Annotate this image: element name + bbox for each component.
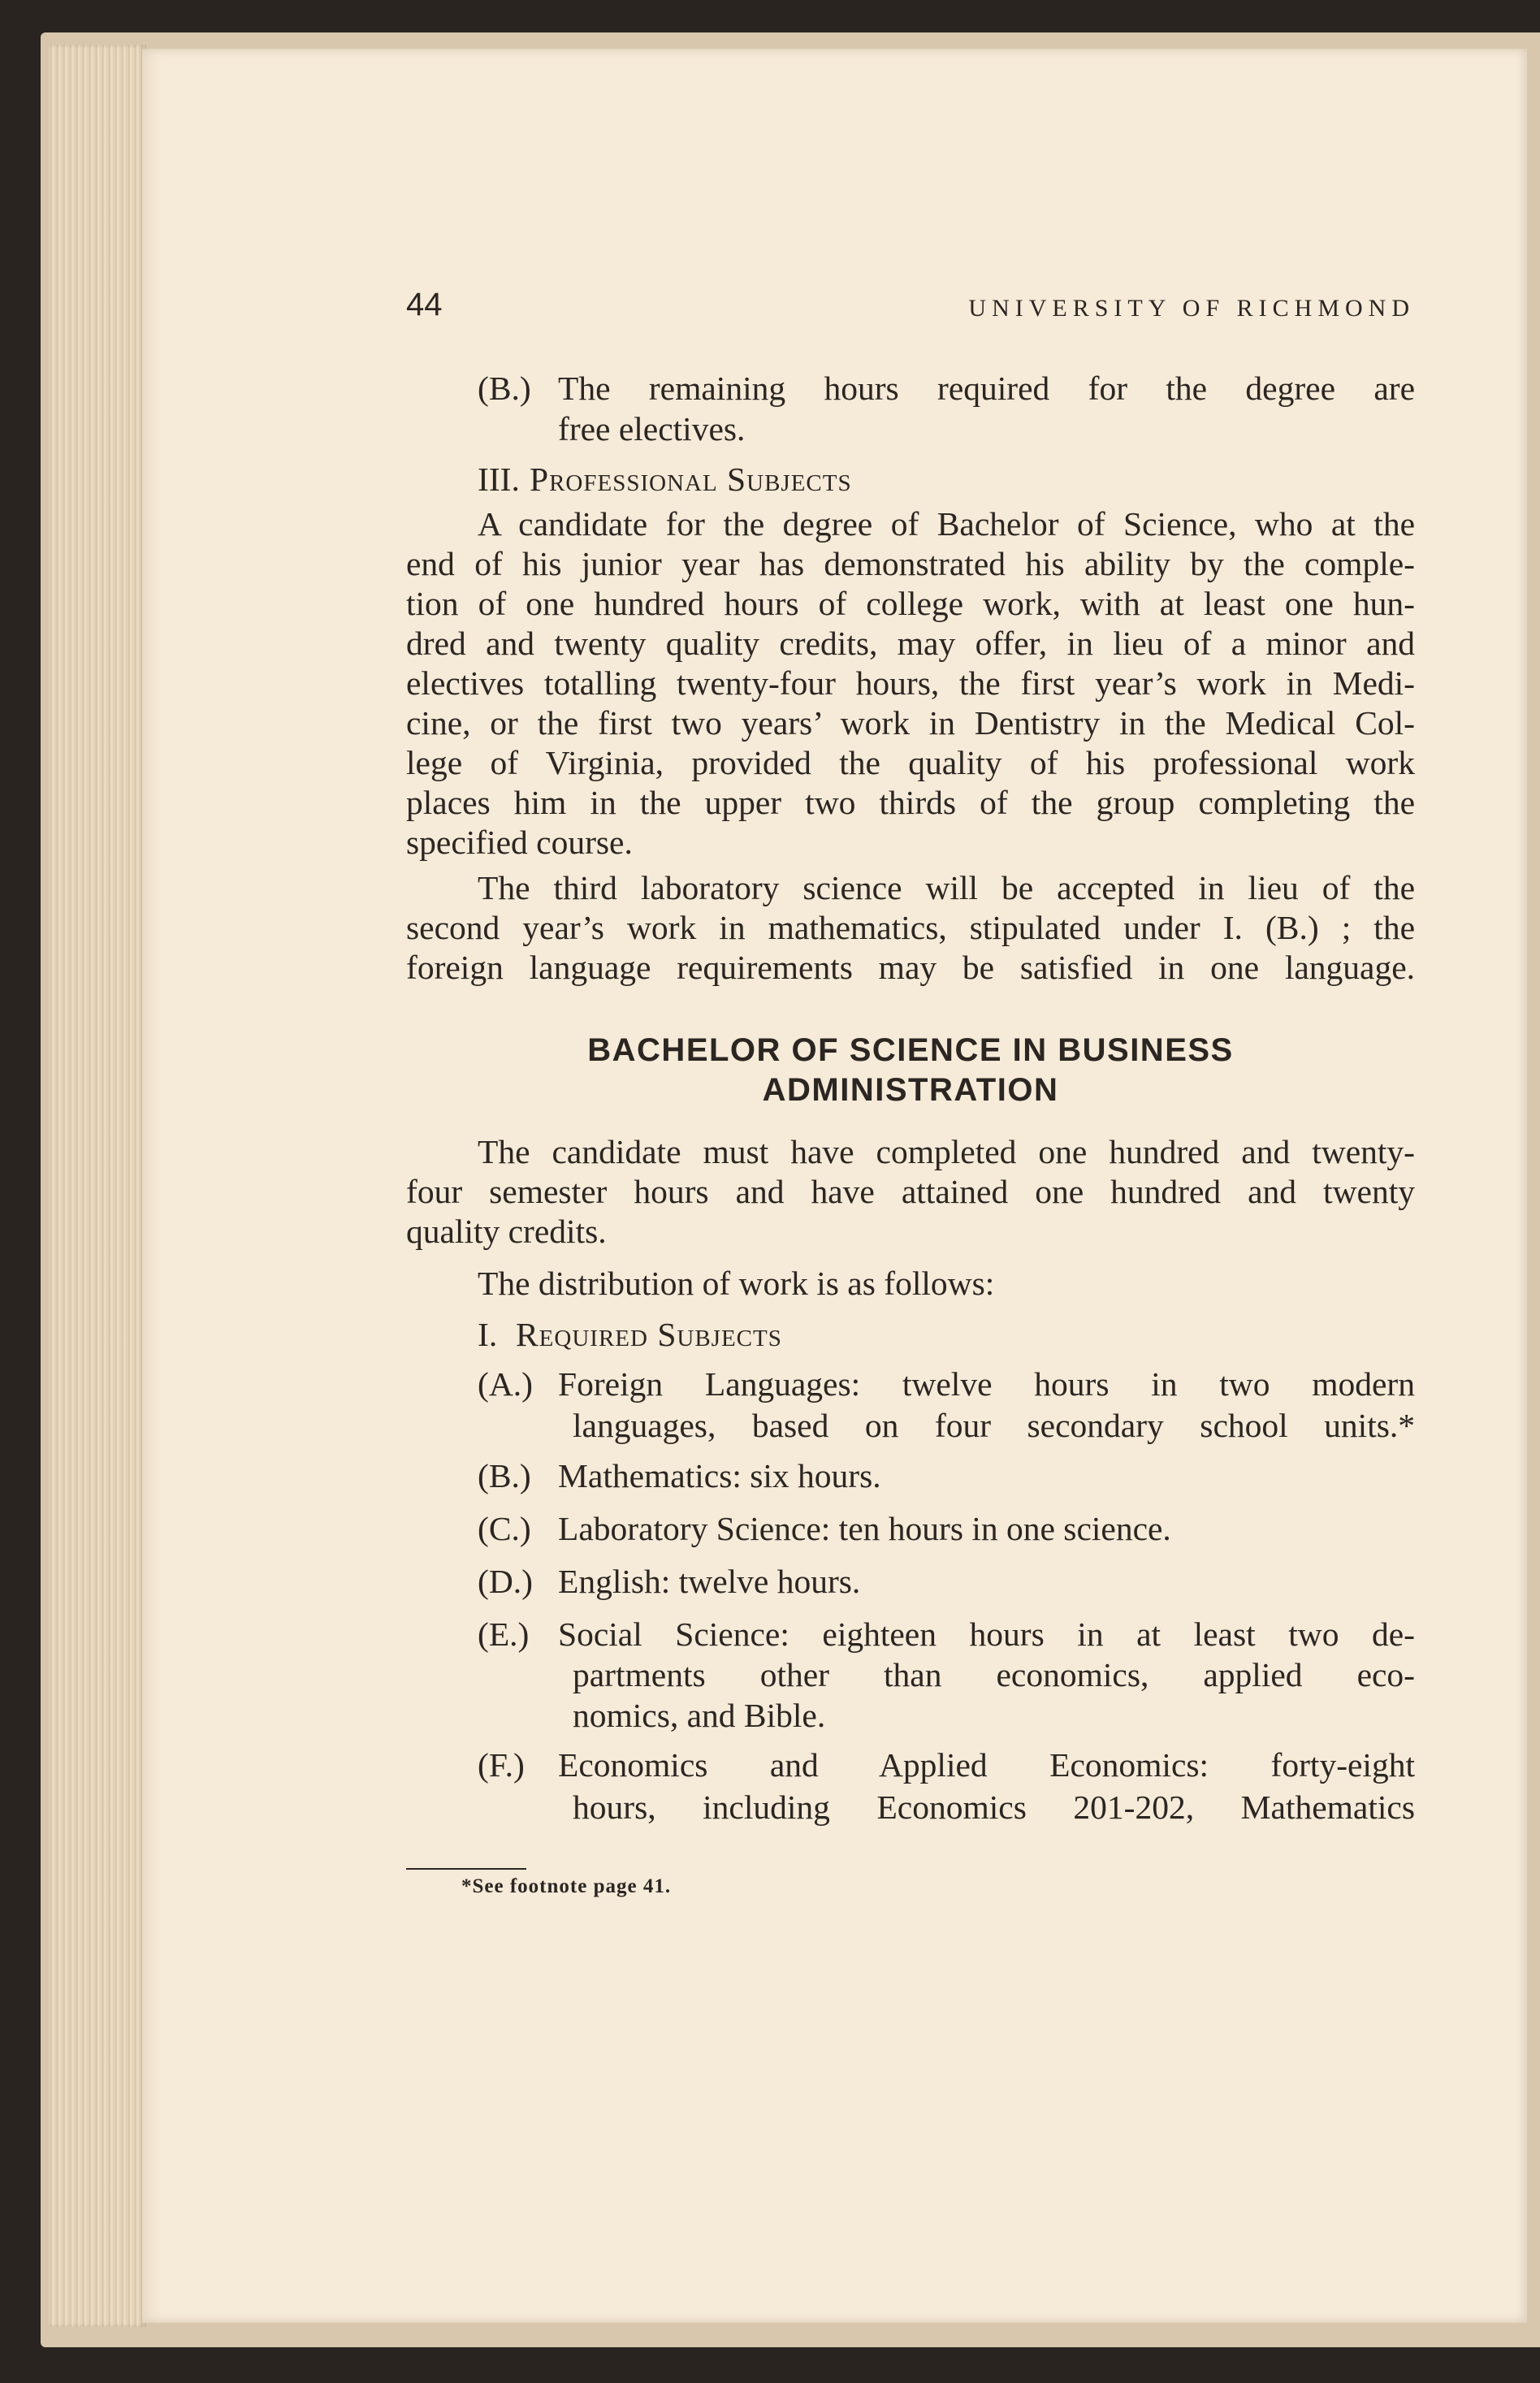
- paragraph-line: quality credits.: [406, 1213, 607, 1250]
- paragraph-line: electives totalling twenty-four hours, the first year’s work in Medi-: [406, 664, 1415, 702]
- item-text: nomics, and Bible.: [573, 1697, 826, 1734]
- paragraph-line: four semester hours and have attained one hundred and twenty: [406, 1173, 1415, 1210]
- item-text: Social Science: eighteen hours in at least two de-: [558, 1615, 1415, 1653]
- paragraph-line: places him in the upper two thirds of the group completing the: [406, 784, 1415, 821]
- item-text: English: twelve hours.: [558, 1563, 861, 1600]
- item-text: Laboratory Science: ten hours in one science.: [558, 1510, 1171, 1547]
- paragraph-line: A candidate for the degree of Bachelor of Science, who at the: [478, 505, 1415, 543]
- section-title: ADMINISTRATION: [762, 1072, 1059, 1108]
- item-marker: (F.): [478, 1746, 525, 1784]
- section-numeral: I.: [478, 1316, 498, 1353]
- page-number: 44: [406, 287, 443, 322]
- item-marker: (C.): [478, 1510, 531, 1547]
- item-marker: (A.): [478, 1365, 533, 1403]
- item-marker: (B.): [478, 1457, 531, 1494]
- paragraph-line: The third laboratory science will be accepted in lieu of the: [478, 869, 1415, 906]
- paragraph-line: lege of Virginia, provided the quality of his professional work: [406, 744, 1415, 781]
- item-marker: (E.): [478, 1615, 530, 1653]
- footnote-rule: [406, 1868, 526, 1870]
- text-line: The remaining hours required for the degree are: [558, 370, 1415, 407]
- section-title: BACHELOR OF SCIENCE IN BUSINESS: [587, 1032, 1234, 1068]
- item-text: partments other than economics, applied eco-: [573, 1656, 1415, 1693]
- paragraph-line: tion of one hundred hours of college work, with at least one hun-: [406, 585, 1415, 622]
- item-marker: (B.): [478, 370, 531, 407]
- section-heading: Professional Subjects: [530, 461, 852, 498]
- paragraph-line: end of his junior year has demonstrated his ability by the comple-: [406, 545, 1415, 582]
- paragraph-line: second year’s work in mathematics, stipulated under I. (B.) ; the: [406, 909, 1415, 946]
- item-text: Mathematics: six hours.: [558, 1457, 881, 1494]
- text-line: free electives.: [558, 410, 746, 448]
- paragraph-line: The candidate must have completed one hundred and twenty-: [478, 1133, 1415, 1170]
- paragraph-line: specified course.: [406, 824, 633, 861]
- running-head-title: UNIVERSITY OF RICHMOND: [968, 295, 1415, 322]
- page-edges: [49, 45, 146, 2327]
- section-numeral: III.: [478, 461, 520, 498]
- paragraph-line: cine, or the first two years’ work in Dentistry in the Medical Col-: [406, 704, 1415, 742]
- item-marker: (D.): [478, 1563, 533, 1600]
- item-text: Foreign Languages: twelve hours in two modern: [558, 1365, 1415, 1403]
- footnote: *See footnote page 41.: [461, 1875, 672, 1897]
- section-heading: Required Subjects: [516, 1316, 782, 1353]
- book-page: [142, 49, 1527, 2323]
- paragraph-line: foreign language requirements may be satisfied in one language.: [406, 949, 1415, 986]
- item-text: Economics and Applied Economics: forty-eight: [558, 1746, 1415, 1784]
- paragraph-line: The distribution of work is as follows:: [478, 1265, 995, 1302]
- item-text: languages, based on four secondary school units.*: [573, 1407, 1415, 1444]
- item-text: hours, including Economics 201-202, Mathematics: [573, 1788, 1415, 1826]
- paragraph-line: dred and twenty quality credits, may offer, in lieu of a minor and: [406, 625, 1415, 662]
